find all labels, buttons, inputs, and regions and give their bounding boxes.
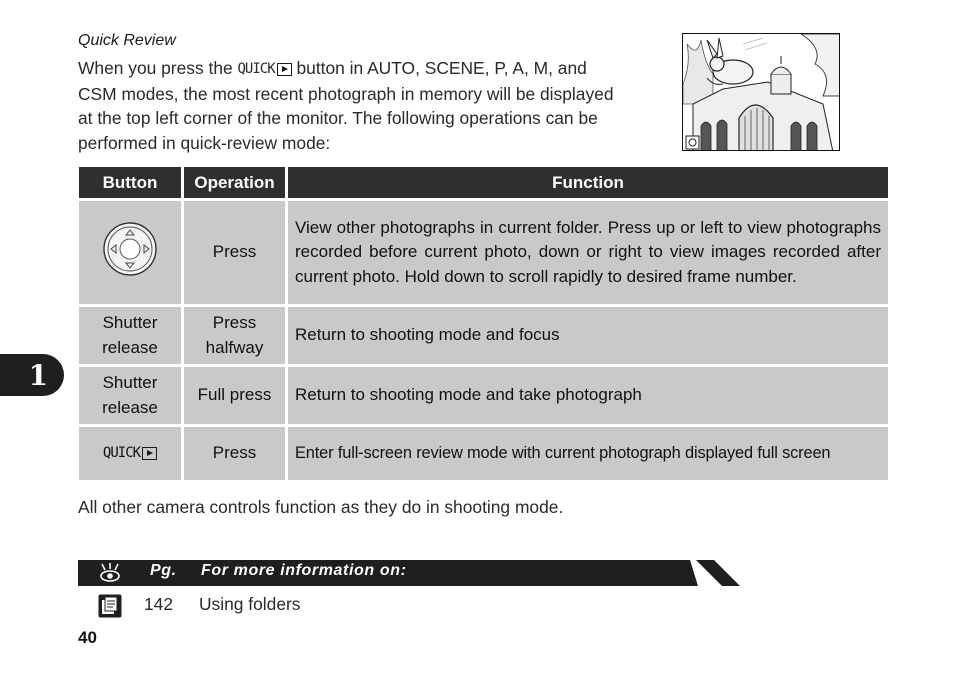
table-cell-function: Return to shooting mode and take photograph xyxy=(288,367,888,427)
after-table-note: All other camera controls function as they do in shooting mode. xyxy=(78,497,564,517)
column-header-button: Button xyxy=(79,167,181,201)
operations-table xyxy=(76,167,891,483)
table-row xyxy=(79,427,888,483)
chapter-number: 1 xyxy=(28,358,48,392)
quick-review-button-icon: QUICK xyxy=(103,441,157,466)
table-row xyxy=(79,367,888,427)
table-cell-operation: Press halfway xyxy=(184,307,285,367)
info-bar-pg-label: Pg. xyxy=(150,562,177,579)
menu-reference-icon xyxy=(98,594,122,618)
info-bar-label: For more information on: xyxy=(201,562,407,579)
reference-page: 142 xyxy=(144,594,174,614)
multi-selector-icon xyxy=(102,221,158,285)
chapter-tab xyxy=(0,354,64,396)
page-number: 40 xyxy=(78,628,97,647)
table-cell-function: Return to shooting mode and focus xyxy=(288,307,888,367)
camera-monitor-photo-illustration xyxy=(682,33,840,151)
table-cell-button: Shutter release xyxy=(79,307,181,367)
table-cell-function: View other photographs in current folder. Press up or left to view photographs recorded before current photo, down or right to view images recorded after current photo. Hold down to scroll rapidly to desired frame number. xyxy=(288,201,888,307)
table-cell-operation: Press xyxy=(184,427,285,483)
table-cell-button xyxy=(79,201,181,307)
intro-text-end: button in AUTO, SCENE, P, A, M, and CSM modes, the most recent photograph in memory will be displayed at the top left corner of the monitor. The following operations can be performed in quick-review mode: xyxy=(78,58,614,153)
table-row xyxy=(79,307,888,367)
table-cell-button: Shutter release xyxy=(79,367,181,427)
intro-text-start: When you press the xyxy=(78,58,238,78)
section-heading: Quick Review xyxy=(78,32,176,49)
table-header-row xyxy=(79,167,888,201)
column-header-operation: Operation xyxy=(184,167,285,201)
intro-paragraph xyxy=(78,56,618,155)
table-row xyxy=(79,201,888,307)
table-cell-operation: Full press xyxy=(184,367,285,427)
column-header-function: Function xyxy=(288,167,888,201)
table-cell-button xyxy=(79,427,181,483)
table-cell-function: Enter full-screen review mode with current photograph displayed full screen xyxy=(288,427,888,483)
table-cell-operation: Press xyxy=(184,201,285,307)
reference-topic: Using folders xyxy=(199,594,301,614)
quick-review-button-icon: QUICK xyxy=(238,57,292,82)
info-bar xyxy=(78,560,740,586)
